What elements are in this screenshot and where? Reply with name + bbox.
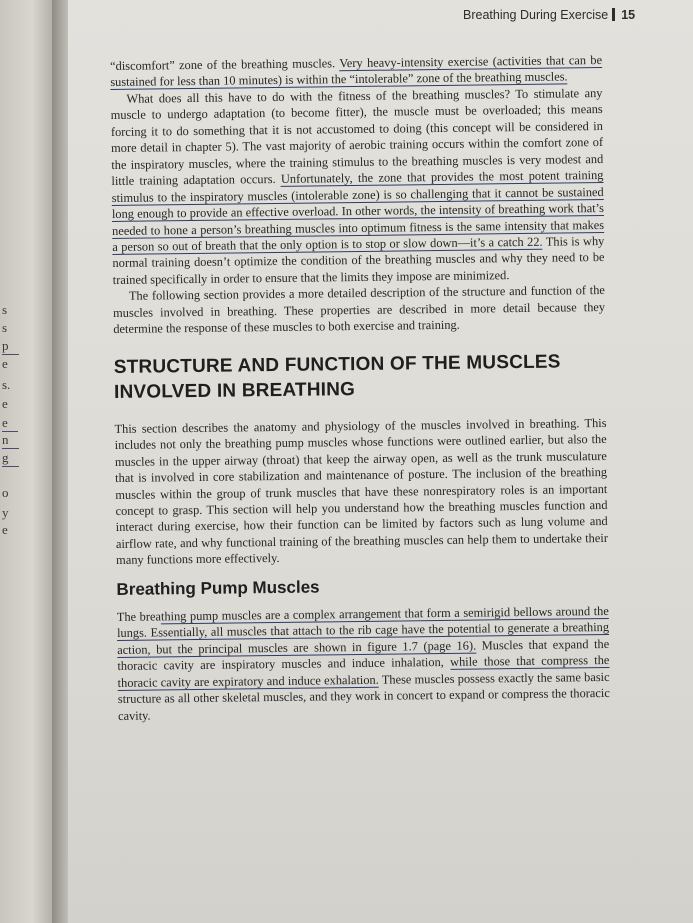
facing-page-fragment: g [2,450,19,467]
underlined-text: Very heavy-intensity exercise (activities that can be sustained for less than 10 minutes) is within the “intolerable” zone of the breathing muscles. [110,52,603,90]
paragraph-section-intro: This section describes the anatomy and physiology of the muscles involved in breathing. This includes not only the breathing pump muscles whose functions were outlined earlier, but also the muscles in the upper airway (throat) that keep the airway open, as well as the trunk musculature that is involved in core stabilization and maintenance of posture. The inclusion of the breathing muscles within the group of trunk muscles that have these nonrespiratory roles is an important concept to grasp. This section will help you understand how the breathing muscles function and interact during exercise, how their function can be limited by factors such as lung volume and airflow rate, and why functional training of the breathing muscles can help them to undertake their many functions more effectively. [114,415,608,568]
facing-page-fragment: o [2,485,9,500]
running-head [463,8,688,28]
subsection-heading: Breathing Pump Muscles [116,577,320,599]
paragraph-fitness [110,85,604,288]
paragraph-following-section: The following section provides a more detailed description of the structure and function of the muscles involved in breathing. These properties are described in more detail because they determine the response of these muscles to both exercise and training. [113,283,606,337]
underlined-text: while those that compress the thoracic cavity are expiratory and induce exhalation. [117,653,610,690]
text-run: These muscles possess exactly the same basic structure as all other skeletal muscles, and they work in concert to expand or compress the thoracic cavity. [117,669,610,723]
underlined-text: Unfortunately, the zone that provides the most potent training stimulus to the inspiratory muscles (intolerable zone) is so challenging that it cannot be sustained long enough to provide an effective overload. In other words, the intensity of breathing work that’s needed to hone a person’s breathing muscles into optimum fitness is the same intensity that makes a person so out of breath that the only option is to stop or slow down—it’s a catch 22. [111,168,605,254]
facing-page-fragment: s [2,320,8,335]
facing-page-fragment: e [2,356,8,371]
facing-page-fragment: e [2,415,18,432]
underlined-text: thing pump muscles are a complex arrangement that form a semirigid bellows around the lungs. Essentially, all muscles that attach to the rib cage have the potential to generate a breathing action, but the principal muscles are shown in figure 1.7 (page 16). [116,603,610,657]
facing-page-fragment: p [2,338,19,355]
book-page [68,0,693,923]
facing-page-fragment: n [2,432,19,449]
section-heading: STRUCTURE AND FUNCTION OF THE MUSCLES INVOLVED IN BREATHING [113,351,561,403]
running-head-divider [612,8,615,21]
facing-page-fragment: e [2,522,8,537]
facing-page-edge [0,0,58,923]
paragraph-pump-muscles [117,603,610,724]
facing-page-fragment: e [2,396,8,411]
facing-page-fragment: y [2,505,9,520]
facing-page-fragment: s. [2,377,11,392]
running-head-title: Breathing During Exercise [463,8,609,22]
text-run: “discomfort” zone of the breathing muscles. [110,56,336,73]
text-run: This is why normal training doesn’t optimize the condition of the breathing muscles and why they need to be trained specifically in order to ensure that the limits they impose are minimized. [112,233,605,287]
facing-page-fragment: s [2,302,8,317]
page-number: 15 [621,8,636,22]
text-run: Muscles that expand the thoracic cavity are inspiratory muscles and induce inhalation, [117,636,610,674]
text-run: The brea [116,609,162,624]
body-text [110,52,610,724]
text-run: What does all this have to do with the fitness of the breathing muscles? To stimulate any muscle to undergo adaptation (to become fitter), the muscle must be overloaded; this means forcing it to do something that it is not accustomed to doing (this concept will be considered in more detail in chapter 5). The vast majority of aerobic training occurs within the comfort zone of the inspiratory muscles, where the training stimulus to the breathing muscles is very modest and little training adaptation occurs. [110,85,604,189]
